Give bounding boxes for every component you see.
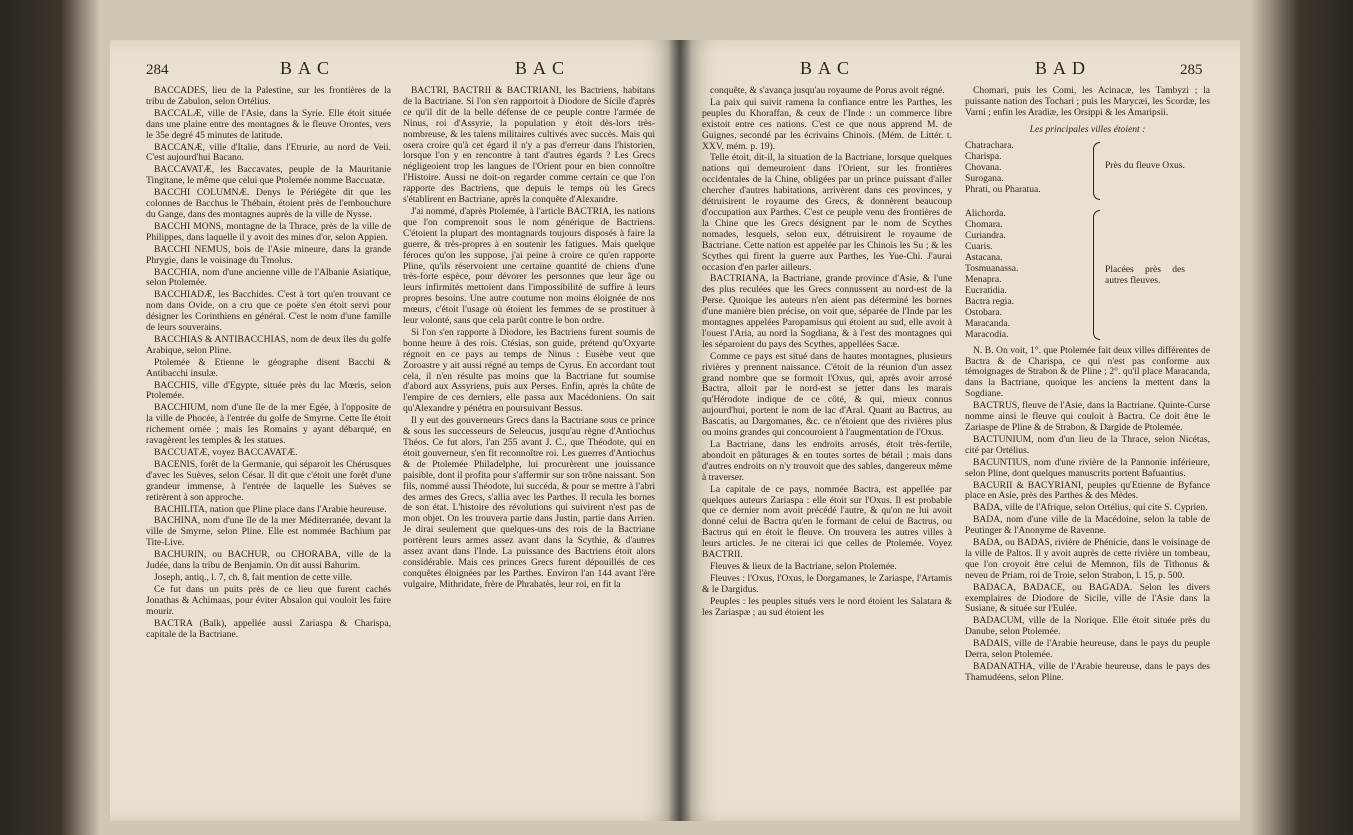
dictionary-entry: BACCALÆ, ville de l'Asie, dans la Syrie. Elle étoit située dans une plaine entre des montagnes & le fleuve Orontes, vers le 35e degré 45 minutes de latitude. xyxy=(146,107,391,141)
dictionary-entry: Il y eut des gouverneurs Grecs dans la Bactriane sous ce prince & sous les successeurs de Seleucus, jusqu'au règne d'Antiochus Théos. Ce fut alors, l'an 255 avant J. C., que Théodote, qui en étoit gouverneur, s'en fit reconnoître roi. Les guerres d'Antiochus & de Ptolemée Philadelphe, lui procurèrent une jouissance paisible, dont il profita pour s'affermir sur son trône naissant. Son fils, nommé aussi Théodote, lui succéda, & pour se mettre à l'abri des armes des Grecs, s'allia avec les Parthes. Il recula les bornes de son état. L'histoire des révolutions qui suivirent n'est pas de mon objet. On les trouvera partie dans Justin, partie dans Arrien. Je dirai seulement que quelques-uns des rois de la Bactriane portèrent leurs armes assez avant dans la Scythie, & d'autres assez avant dans l'Inde. La puissance des Bactriens étoit alors considérable. Mais ces princes Grecs furent dépouillés de ces conquêtes éloignées par les Parthes. Environ l'an 144 avant l'ère vulgaire, Mithridate, frère de Phrahatès, leur roi, en fit la xyxy=(403,415,655,590)
left-running-head-2: BAC xyxy=(515,58,571,78)
dictionary-entry: La capitale de ce pays, nommée Bactra, est appellée par quelques auteurs Zariaspa : elle étoit sur l'Oxus. Il est probable que ce dernier nom avoit précédé l'autre, & qu'on ne lui avoit donné celui de Bactra qu'en le formant de celui de Bactrus, ou Bactrus qui en étoit le fleuve. On trouvera les autres villes à leurs articles. Je ne citerai ici que celles de Ptolemée. Voyez BACTRII. xyxy=(702,483,952,561)
city-name: Chomara. xyxy=(965,218,1003,230)
dictionary-entry: BACURII & BACYRIANI, peuples qu'Etienne de Byfance place en Asie, près des Parthes & des Mèdes. xyxy=(965,479,1210,502)
dictionary-entry: La Bactriane, dans les endroits arrosés, étoit très-fertile, abondoit en pâturages & en toutes sortes de bétail ; mais dans d'autres endroits on n'y trouvoit que des sables, dangereux même à traverser. xyxy=(702,439,952,483)
dictionary-entry: BACHILITA, nation que Pline place dans l'Arabie heureuse. xyxy=(154,503,387,515)
dictionary-entry: BACCHI NEMUS, bois de l'Asie mineure, dans la grande Phrygie, dans le voisinage du Tmolus. xyxy=(146,243,391,266)
dictionary-entry: BACHURIN, ou BACHUR, ou CHORABA, ville de la Judée, dans la tribu de Benjamin. On dit aussi Bahurim. xyxy=(146,549,391,572)
right-page xyxy=(680,40,1240,821)
dictionary-entry: BACCHIUM, nom d'une île de la mer Egée, à l'opposite de la ville de Phocée, à l'entrée du golfe de Smyrne. Cette île étoit richement ornée ; mais les Romains y ayant débarqué, en ravagèrent les temples & les statues. xyxy=(146,402,391,447)
right-column-2-entries xyxy=(965,346,1210,684)
city-name: Maracanda. xyxy=(965,317,1011,329)
city-name: Alichorda. xyxy=(965,207,1006,219)
dictionary-entry: Ce fut dans un puits près de ce lieu que furent cachés Jonathas & Achimaas, pour éviter Absalon qui vouloit les faire mourir. xyxy=(146,583,391,617)
dictionary-entry: BACUNTIUS, nom d'une rivière de la Pannonie inférieure, selon Pline, dont quelques manuscrits portent Bafuantius. xyxy=(965,456,1210,479)
city-name: Curiandra. xyxy=(965,229,1006,241)
city-name: Surogana. xyxy=(965,172,1004,184)
dictionary-entry: BADACUM, ville de la Norique. Elle étoit située près du Danube, selon Ptolemée. xyxy=(965,615,1210,638)
dictionary-entry: BACCUATÆ, voyez BACCAVATÆ. xyxy=(154,447,298,458)
dictionary-entry: BACCADES, lieu de la Palestine, sur les frontières de la tribu de Zabulon, selon Ortélius. xyxy=(146,85,391,107)
city-name: Charispa. xyxy=(965,150,1002,162)
dictionary-entry: Fleuves & lieux de la Bactriane, selon Ptolemée. xyxy=(710,560,897,572)
dictionary-entry: BACTRA (Balk), appellée aussi Zariaspa & Charispa, capitale de la Bactriane. xyxy=(146,617,391,640)
dictionary-entry: BACCAVATÆ, les Baccavates, peuple de la Mauritanie Tingitane, le même que celui que Ptolemée nomme Baccuatæ. xyxy=(146,164,391,187)
dictionary-entry: J'ai nommé, d'après Ptolemée, à l'article BACTRIA, les nations que l'on comprenoit sous le nom générique de Bactriens. C'étoient la plupart des montagnards toujours disposés à faire la guerre, & très-propres à en soutenir les fatigues. Mais quelque féroces qu'on les suppose, j'ai peine à croire ce qu'en rapporte Pline, qu'ils réservoient une certaine quantité de chiens d'une très-forte espèce, pour dévorer les personnes que leur âge ou leurs infirmités mettoient dans l'impossibilité de suffire à leurs propres besoins. Une autre coutume non moins éloignée de nos mœurs, c'étoit l'usage où étoient les femmes de se prostituer à leur volonté, sans que cela parût contre le bon ordre. xyxy=(403,205,655,327)
city-name: Menapra. xyxy=(965,273,1002,285)
city-name: Maracodia. xyxy=(965,328,1009,340)
dictionary-entry: BADA, ou BADAS, rivière de Phénicie, dans le voisinage de la ville de Paltos. Il y avoit auprès de cette rivière un tombeau, que l'on croyoit être celui de Memnon, fils de Tithonus & neveu de Priam, roi de Troie, selon Strabon, l. 15, p. 500. xyxy=(965,537,1210,581)
city-name: Bactra regia. xyxy=(965,295,1015,307)
dictionary-entry: BACCHIA, nom d'une ancienne ville de l'Albanie Asiatique, selon Ptolemée. xyxy=(146,266,391,289)
dictionary-entry: BACENIS, forêt de la Germanie, qui séparoit les Chérusques d'avec les Suèves, selon César. Il dit que c'étoit une forêt d'une grandeur immense, à l'entrée de laquelle les Suèves se retirèrent à son approche. xyxy=(146,458,391,503)
cities-heading: Les principales villes étoient : xyxy=(1029,123,1146,135)
dictionary-entry: BACCHIADÆ, les Bacchides. C'est à tort qu'en trouvant ce nom dans Ovide, on a cru que ce poëte s'en étoit servi pour désigner les Corinthiens en général. C'est le nom d'une famille de leurs souverains. xyxy=(146,289,391,334)
dictionary-entry: La paix qui suivit ramena la confiance entre les Parthes, les peuples du Khoraffan, & ceux de l'Inde : un commerce libre existoit entre ces nations. C'est ce que nous apprend M. de Guignes, secondé par les écrivains Chinois. (Mém. de Littér. t. XXV, mém. p. 19). xyxy=(702,96,952,152)
dictionary-entry: Ptolemée & Etienne le géographe disent Bacchi & Antibacchi insulæ. xyxy=(146,356,391,379)
city-name: Chovana. xyxy=(965,161,1002,173)
dictionary-entry: Si l'on s'en rapporte à Diodore, les Bactriens furent soumis de bonne heure à des rois. Ctésias, son guide, prétend qu'Oxyarte régnoit en ce pays au temps de Ninus : Eusèbe veut que Zoroastre y ait aussi régné au temps de Cyrus. En accordant tout cela, il n'en résulte pas moins que la Bactriane fut soumise d'abord aux Assyriens, puis aux Perses. Enfin, après la chûte de l'empire de ces derniers, elle passa aux Macédoniens. On sait qu'Alexandre y pénétra en poursuivant Bessus. xyxy=(403,326,655,415)
dictionary-entry: Comme ce pays est situé dans de hautes montagnes, plusieurs rivières y prennent naissance. C'étoit de la réunion d'un assez grand nombre que se formoit l'Oxus, qui, après avoir arrosé Bactra, alloit par le nord-est se jetter dans les marais qu'Hérodote indique de ce côté, & qui, mieux connus aujourd'hui, portent le nom de lac d'Aral. Quant au Bactrus, au Bascatis, au Dargomanes, &c. ce n'étoient que des rivières plus ou moins grandes qui concouroient à l'augmentation de l'Oxus. xyxy=(702,350,952,439)
right-column-2 xyxy=(965,86,1210,685)
left-page xyxy=(110,40,680,821)
dictionary-entry: Joseph, antiq., l. 7, ch. 8, fait mention de cette ville. xyxy=(154,571,353,583)
dictionary-entry: conquête, & s'avança jusqu'au royaume de Porus avoit régné. xyxy=(710,85,945,96)
left-column-2 xyxy=(403,86,655,592)
dictionary-entry: BADACA, BADACE, ou BAGADA. Selon les divers exemplaires de Diodore de Sicile, ville de l'Asie dans la Susiane, & située sur l'Eulée. xyxy=(965,581,1210,615)
dictionary-entry: Telle étoit, dit-il, la situation de la Bactriane, lorsque quelques nations qui demeuroient dans l'Orient, sur les frontières occidentales de la Chine, obligées par un prince puissant d'aller chercher d'autres habitations, arrivèrent dans ces provinces, y détruisirent le royaume des Grecs, & donnèrent beaucoup d'occupation aux Parthes. C'est ce peuple venu des frontières de la Chine que les Grecs désignent par le nom de Scythes nomades, lesquels, selon eux, détruisirent le royaume de Bactriane. Cette nation est appelée par les Chinois les Su ; & les Scythes qui firent la guerre aux Parthes, les Yue-Chi. J'aurai occasion d'en parler ailleurs. xyxy=(702,152,952,273)
city-name: Cuaris. xyxy=(965,240,993,252)
cities-group-2 xyxy=(965,208,1210,346)
brace-2 xyxy=(1093,210,1100,340)
dictionary-entry: BACTRI, BACTRII & BACTRIANI, les Bactriens, habitans de la Bactriane. Si l'on s'en rapportoit à Diodore de Sicile d'après ce qu'il dit de la belle défense de ce peuple contre l'armée de Ninus, roi d'Assyrie, la population y étoit dès-lors très-nombreuse, & les talens militaires cultivés avec succès. Mais qui osera croire qu'à cet égard il n'y a pas d'erreur dans l'historien, lorsque l'on y en rencontre à tant d'autres égards ? Les Grecs négligeoient trop les langues de l'Orient pour en bien connoître l'Histoire. Aussi ne doit-on regarder comme certain ce que l'on rapporte des Bactriens, que depuis le temps où les Grecs s'établirent en Bactriane, après la conquête d'Alexandre. xyxy=(403,85,655,206)
left-column-1 xyxy=(146,86,391,641)
dictionary-entry: Peuples : les peuples situés vers le nord étoient les Salatara & les Zariaspæ ; au sud étoient les xyxy=(702,595,952,618)
dictionary-entry: BACTRIANA, la Bactriane, grande province d'Asie, & l'une des plus reculées que les Grecs connussent au nord-est de la Perse. Quoique les auteurs n'en aient pas déterminé les bornes d'une manière bien précise, on voit que, séparée de l'Inde par les montagnes appelées Paropamisus qui étoient au sud, elle avoit à l'ouest l'Aria, au nord la Sogdiana, & à l'est des montagnes qui les séparoient du pays des Scythes, appellées Sacæ. xyxy=(702,273,952,350)
col2-top-paragraph: Chomari, puis les Comi, les Acinacæ, les Tambyzi ; la puissante nation des Tochari ; puis les Marycæi, les Scordæ, les Varni ; enfin les Aradiæ, les Orsippi & les Amaripsii. xyxy=(965,85,1210,118)
dictionary-entry: BADA, ville de l'Afrique, selon Ortélius, qui cite S. Cyprien. xyxy=(973,502,1208,514)
dictionary-entry: Fleuves : l'Oxus, l'Oxus, le Dorgamanes, le Zariaspe, l'Artamis & le Dargidus. xyxy=(702,572,952,595)
right-running-head-2: BAD xyxy=(1035,58,1092,78)
dictionary-entry: BACCHI MONS, montagne de la Thrace, près de la ville de Philippes, dans laquelle il y avoit des mines d'or, selon Appien. xyxy=(146,220,391,243)
city-name: Tosmuanassa. xyxy=(965,262,1019,274)
dictionary-entry: BADAIS, ville de l'Arabie heureuse, dans le pays du peuple Derra, selon Ptolemée. xyxy=(965,638,1210,661)
city-name: Ostobara. xyxy=(965,306,1003,318)
dictionary-entry: BADA, nom d'une ville de la Macédoine, selon la table de Peutinger & l'Anonyme de Ravenne. xyxy=(965,514,1210,537)
city-name: Eucratidia. xyxy=(965,284,1007,296)
city-name: Chatrachara. xyxy=(965,139,1014,151)
right-page-number: 285 xyxy=(1180,62,1203,78)
brace-1 xyxy=(1093,142,1100,200)
dictionary-entry: N. B. On voit, 1°. que Ptolemée fait deux villes différentes de Bactra & de Charispa, ce qui n'est pas conforme aux témoignages de Strabon & de Pline ; 2°. qu'il place Maracanda, dans la Bactriane, quoique les anciens la mettent dans la Sogdiane. xyxy=(965,344,1210,400)
book-gutter xyxy=(668,40,692,821)
right-column-1 xyxy=(702,86,952,620)
dictionary-entry: BACCHIS, ville d'Egypte, située près du lac Mœris, selon Ptolemée. xyxy=(146,379,391,402)
dictionary-entry: BADANATHA, ville de l'Arabie heureuse, dans le pays des Thamudéens, selon Pline. xyxy=(965,661,1210,683)
left-page-number: 284 xyxy=(146,62,169,78)
city-name: Phrati, ou Pharatua. xyxy=(965,183,1041,195)
cities-group-1-note: Près du fleuve Oxus. xyxy=(1105,159,1185,171)
dictionary-entry: BACTUNIUM, nom d'un lieu de la Thrace, selon Nicétas, cité par Ortélius. xyxy=(965,433,1210,456)
dictionary-entry: BACCHI COLUMNÆ. Denys le Périégète dit que les colonnes de Bacchus le Thébain, étoient près de l'embouchure du Gange, dans des montagnes auprès de la ville de Nysse. xyxy=(146,187,391,220)
dictionary-entry: BACCANÆ, ville d'Italie, dans l'Etrurie, au nord de Veii. C'est aujourd'hui Bacano. xyxy=(146,141,391,164)
dictionary-entry: BACHINA, nom d'une île de la mer Méditerranée, devant la ville de Smyrne, selon Pline. Elle est nommée Bachium par Tite-Live. xyxy=(146,515,391,549)
city-name: Astacana. xyxy=(965,251,1003,263)
dictionary-entry: BACCHIAS & ANTIBACCHIAS, nom de deux îles du golfe Arabique, selon Pline. xyxy=(146,333,391,356)
cities-group-1 xyxy=(965,140,1210,204)
cities-group-2-note: Placées près des autres fleuves. xyxy=(1105,263,1185,286)
dictionary-entry: BACTRUS, fleuve de l'Asie, dans la Bactriane. Quinte-Curse nomme ainsi le fleuve qui couloit à Bactra. Ce doit être le Zariaspe de Pline & de Strabon, & Dargide de Ptolemée. xyxy=(965,400,1210,433)
right-running-head-1: BAC xyxy=(800,58,856,78)
left-running-head-1: BAC xyxy=(280,58,336,78)
